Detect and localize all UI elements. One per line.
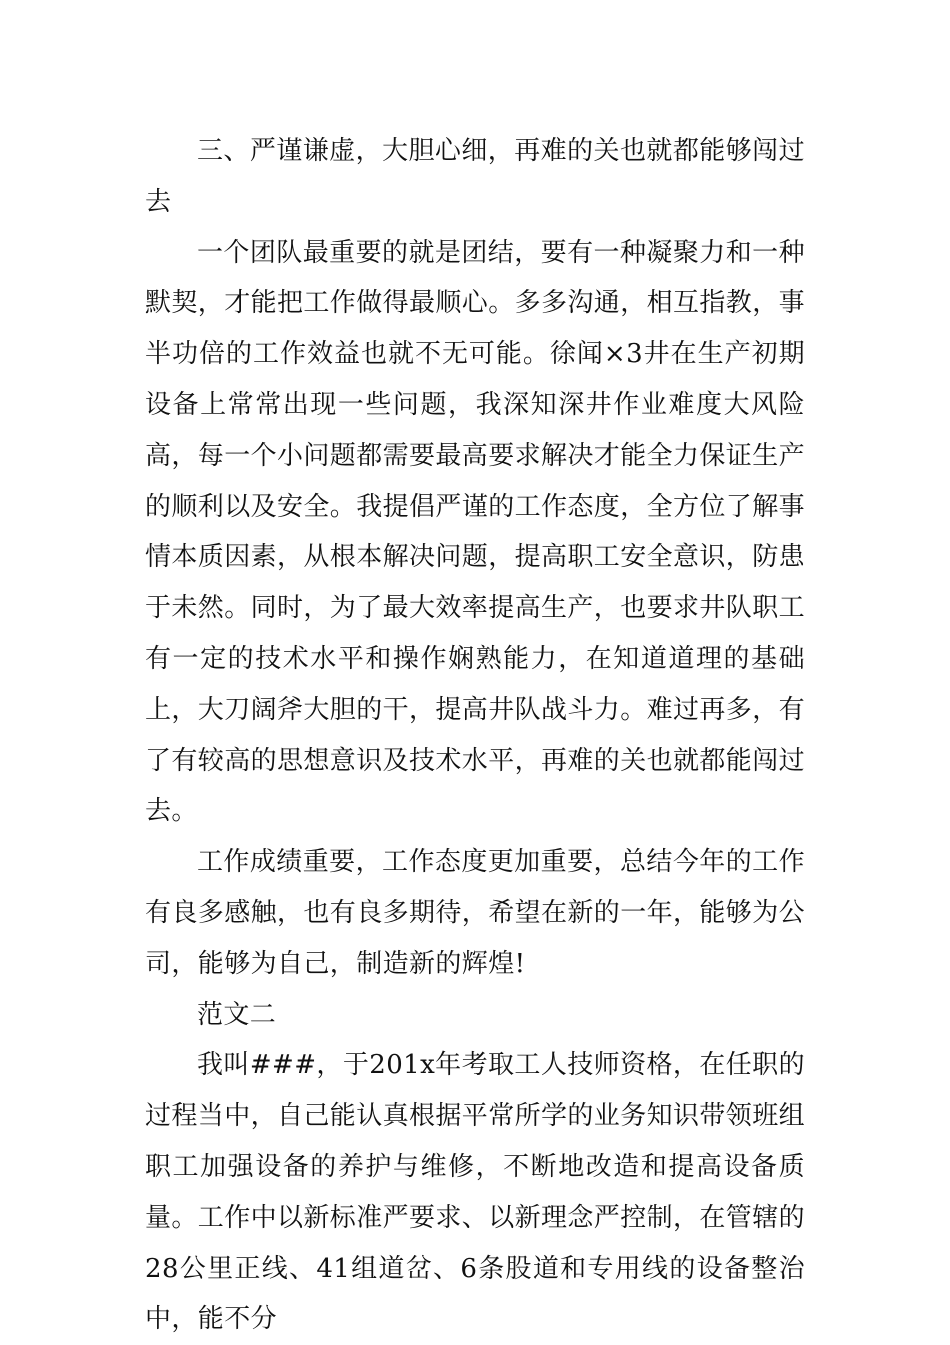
document-page (145, 126, 805, 1345)
body-paragraph: 我叫###，于201x年考取工人技师资格，在任职的过程当中，自己能认真根据平常所学的业务知识带领班组职工加强设备的养护与维修，不断地改造和提高设备质量。工作中以新标准严要求、以新理念严控制，在管辖的28公里正线、41组道岔、6条股道和专用线的设备整治中，能不分 (145, 1050, 806, 1335)
body-paragraph: 工作成绩重要，工作态度更加重要，总结今年的工作有良多感触，也有良多期待，希望在新的一年，能够为公司，能够为自己，制造新的辉煌! (145, 847, 806, 979)
body-paragraph: 一个团队最重要的就是团结，要有一种凝聚力和一种默契，才能把工作做得最顺心。多多沟通，相互指教，事半功倍的工作效益也就不无可能。徐闻×3井在生产初期设备上常常出现一些问题，我深知深井作业难度大风险高，每一个小问题都需要最高要求解决才能全力保证生产的顺利以及安全。我提倡严谨的工作态度，全方位了解事情本质因素，从根本解决问题，提高职工安全意识，防患于未然。同时，为了最大效率提高生产，也要求井队职工有一定的技术水平和操作娴熟能力，在知道道理的基础上，大刀阔斧大胆的干，提高井队战斗力。难过再多，有了有较高的思想意识及技术水平，再难的关也就都能闯过去。 (145, 237, 806, 827)
sample-title-paragraph: 范文二 (197, 999, 277, 1030)
section-heading-paragraph: 三、严谨谦虚，大胆心细，再难的关也就都能够闯过去 (145, 136, 805, 217)
